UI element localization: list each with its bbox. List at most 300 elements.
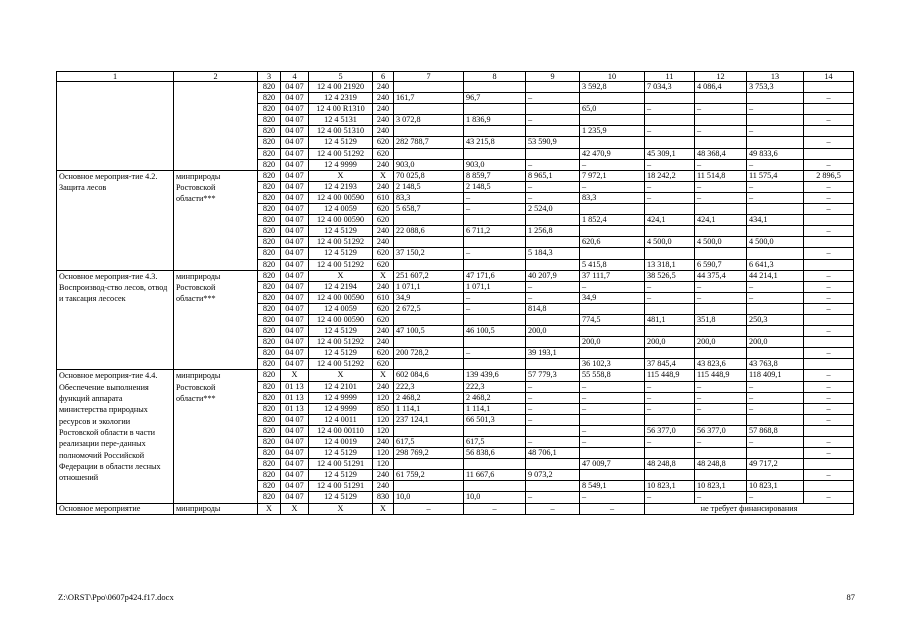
table-cell: – — [464, 192, 526, 203]
table-cell: 57 868,8 — [747, 425, 804, 436]
table-cell: 620 — [373, 204, 394, 215]
table-cell — [526, 314, 580, 325]
table-cell: 620 — [373, 248, 394, 259]
table-cell: 820 — [258, 148, 281, 159]
table-cell: – — [645, 437, 695, 448]
table-cell: 8 549,1 — [580, 481, 645, 492]
table-cell: – — [804, 403, 854, 414]
table-cell: 10 823,1 — [695, 481, 747, 492]
table-cell: – — [526, 181, 580, 192]
table-cell: 36 102,3 — [580, 359, 645, 370]
table-cell — [645, 248, 695, 259]
table-cell: – — [804, 370, 854, 381]
table-cell: – — [695, 126, 747, 137]
table-cell: 04 07 — [281, 192, 309, 203]
table-cell: – — [526, 503, 580, 514]
table-cell: 820 — [258, 459, 281, 470]
table-cell: 820 — [258, 248, 281, 259]
table-cell: 610 — [373, 192, 394, 203]
table-cell — [394, 314, 464, 325]
table-cell: 115 448,9 — [695, 370, 747, 381]
table-cell: 04 07 — [281, 348, 309, 359]
table-cell: 49 833,6 — [747, 148, 804, 159]
table-cell: 3 072,8 — [394, 115, 464, 126]
table-cell: 04 07 — [281, 270, 309, 281]
table-cell: 12 4 5129 — [309, 492, 373, 503]
column-number: 12 — [695, 72, 747, 82]
table-cell — [804, 259, 854, 270]
executor: минприроды Ростовской области*** — [174, 170, 258, 270]
table-cell: – — [645, 159, 695, 170]
table-cell — [580, 414, 645, 425]
table-cell — [695, 414, 747, 425]
table-cell: – — [526, 115, 580, 126]
table-cell: 12 4 9999 — [309, 403, 373, 414]
table-cell: 240 — [373, 181, 394, 192]
table-cell: 37 845,4 — [645, 359, 695, 370]
table-cell: – — [464, 204, 526, 215]
table-cell — [804, 425, 854, 436]
table-cell: – — [526, 281, 580, 292]
table-cell: – — [804, 270, 854, 281]
table-cell: 04 07 — [281, 314, 309, 325]
table-cell: 6 711,2 — [464, 226, 526, 237]
table-cell: X — [373, 270, 394, 281]
table-cell: 820 — [258, 237, 281, 248]
table-cell: – — [464, 292, 526, 303]
column-number: 13 — [747, 72, 804, 82]
table-cell — [526, 237, 580, 248]
table-cell: 12 4 00 00590 — [309, 192, 373, 203]
table-cell: 96,7 — [464, 93, 526, 104]
table-cell: – — [747, 403, 804, 414]
table-cell: 820 — [258, 337, 281, 348]
table-cell: 12 4 5129 — [309, 137, 373, 148]
table-cell: 04 07 — [281, 414, 309, 425]
table-cell: 830 — [373, 492, 394, 503]
activity-name: Основное мероприя-тие 4.2. Защита лесов — [57, 170, 174, 270]
table-cell — [464, 104, 526, 115]
table-cell: – — [804, 93, 854, 104]
table-cell: 222,3 — [464, 381, 526, 392]
table-cell: 10,0 — [464, 492, 526, 503]
table-cell — [645, 226, 695, 237]
table-cell: 820 — [258, 326, 281, 337]
table-cell: – — [747, 292, 804, 303]
table-cell: 48 368,4 — [695, 148, 747, 159]
table-cell: – — [804, 248, 854, 259]
table-cell — [526, 481, 580, 492]
table-cell — [580, 115, 645, 126]
table-cell — [464, 126, 526, 137]
table-cell — [747, 115, 804, 126]
table-cell — [804, 237, 854, 248]
table-cell: – — [645, 292, 695, 303]
table-cell: 40 207,9 — [526, 270, 580, 281]
table-cell: – — [580, 381, 645, 392]
table-cell: X — [373, 170, 394, 181]
table-cell: 1 114,1 — [464, 403, 526, 414]
table-cell: 222,3 — [394, 381, 464, 392]
table-cell — [526, 215, 580, 226]
table-cell: 820 — [258, 403, 281, 414]
table-cell: – — [526, 159, 580, 170]
table-cell — [526, 337, 580, 348]
table-cell: – — [804, 159, 854, 170]
table-cell: 2 896,5 — [804, 170, 854, 181]
table-cell: 12 4 00 51292 — [309, 259, 373, 270]
table-cell: 70 025,8 — [394, 170, 464, 181]
table-row — [57, 370, 854, 381]
table-cell — [526, 148, 580, 159]
table-cell: – — [804, 437, 854, 448]
table-cell: 820 — [258, 126, 281, 137]
table-cell: 5 658,7 — [394, 204, 464, 215]
table-cell: 12 4 5131 — [309, 115, 373, 126]
table-cell — [645, 348, 695, 359]
table-cell: 47 100,5 — [394, 326, 464, 337]
table-cell: – — [526, 403, 580, 414]
table-cell: 04 07 — [281, 459, 309, 470]
table-cell: 12 4 2194 — [309, 281, 373, 292]
table-cell — [580, 470, 645, 481]
activity-name: Основное мероприя-тие 4.4. Обеспечение выполнения функций аппарата министерства природных ресурсов и экологии Ростовской области в части реализации пере-данных полномочий Российской Федерации в области лесных отношений — [57, 370, 174, 503]
table-cell — [645, 326, 695, 337]
table-cell: 12 4 2193 — [309, 181, 373, 192]
table-cell: 12 4 5129 — [309, 470, 373, 481]
table-cell: X — [309, 270, 373, 281]
table-cell: 44 214,1 — [747, 270, 804, 281]
table-cell — [804, 215, 854, 226]
table-cell: 12 4 0059 — [309, 303, 373, 314]
table-cell: 04 07 — [281, 82, 309, 93]
table-cell: 12 4 00 51310 — [309, 126, 373, 137]
table-cell: 39 193,1 — [526, 348, 580, 359]
table-cell — [645, 137, 695, 148]
table-cell: 6 641,3 — [747, 259, 804, 270]
table-cell: 820 — [258, 259, 281, 270]
table-cell: 48 248,8 — [695, 459, 747, 470]
table-cell: – — [645, 181, 695, 192]
table-cell — [695, 137, 747, 148]
table-cell: 820 — [258, 292, 281, 303]
table-cell: X — [373, 370, 394, 381]
table-cell: 820 — [258, 104, 281, 115]
table-cell: – — [804, 326, 854, 337]
table-cell: 83,3 — [394, 192, 464, 203]
table-cell: 04 07 — [281, 115, 309, 126]
table-cell: 620 — [373, 148, 394, 159]
table-cell: 12 4 9999 — [309, 159, 373, 170]
table-cell: 55 558,8 — [580, 370, 645, 381]
table-cell: – — [464, 248, 526, 259]
table-cell: 434,1 — [747, 215, 804, 226]
table-cell: 820 — [258, 392, 281, 403]
table-cell: – — [526, 292, 580, 303]
table-cell: – — [580, 425, 645, 436]
table-cell — [580, 303, 645, 314]
table-cell: 04 07 — [281, 337, 309, 348]
table-cell: 56 377,0 — [695, 425, 747, 436]
table-cell — [747, 137, 804, 148]
table-cell: – — [804, 414, 854, 425]
table-cell: 814,8 — [526, 303, 580, 314]
table-cell: – — [580, 503, 645, 514]
table-cell: – — [580, 281, 645, 292]
table-cell: – — [580, 181, 645, 192]
table-cell: – — [645, 381, 695, 392]
table-cell — [580, 448, 645, 459]
table-cell: – — [695, 104, 747, 115]
column-number: 2 — [174, 72, 258, 82]
table-cell: 2 148,5 — [464, 181, 526, 192]
table-cell: 2 672,5 — [394, 303, 464, 314]
table-cell: 2 524,0 — [526, 204, 580, 215]
table-cell — [695, 93, 747, 104]
table-cell: 12 4 5129 — [309, 248, 373, 259]
table-cell: 250,3 — [747, 314, 804, 325]
table-cell: 1 235,9 — [580, 126, 645, 137]
activity-name: Основное мероприя-тие 4.3. Воспроизвод-ство лесов, отвод и таксация лесосек — [57, 270, 174, 370]
table-cell: – — [804, 204, 854, 215]
table-cell: 820 — [258, 137, 281, 148]
table-cell: 61 759,2 — [394, 470, 464, 481]
table-cell: – — [804, 470, 854, 481]
table-cell: – — [695, 281, 747, 292]
table-cell — [580, 137, 645, 148]
table-cell: 424,1 — [695, 215, 747, 226]
table-cell — [747, 326, 804, 337]
table-cell: 53 590,9 — [526, 137, 580, 148]
table-cell — [804, 359, 854, 370]
table-cell: 12 4 00 00110 — [309, 425, 373, 436]
table-cell: 120 — [373, 459, 394, 470]
table-cell: 820 — [258, 281, 281, 292]
table-cell: 620 — [373, 259, 394, 270]
table-cell: 1 836,9 — [464, 115, 526, 126]
table-cell: 04 07 — [281, 281, 309, 292]
table-cell: 04 07 — [281, 148, 309, 159]
table-cell — [695, 448, 747, 459]
table-cell: 49 717,2 — [747, 459, 804, 470]
table-cell — [394, 82, 464, 93]
table-cell: 200 728,2 — [394, 348, 464, 359]
table-cell: 12 4 5129 — [309, 448, 373, 459]
table-cell: – — [464, 303, 526, 314]
table-cell: 610 — [373, 292, 394, 303]
table-cell: 820 — [258, 303, 281, 314]
table-cell: X — [373, 503, 394, 514]
table-cell — [394, 481, 464, 492]
table-cell: 820 — [258, 215, 281, 226]
table-cell: 10,0 — [394, 492, 464, 503]
table-cell: 04 07 — [281, 470, 309, 481]
column-number: 5 — [309, 72, 373, 82]
table-cell: – — [804, 115, 854, 126]
table-cell — [464, 259, 526, 270]
table-cell: – — [804, 492, 854, 503]
table-cell: 04 07 — [281, 137, 309, 148]
table-cell: – — [804, 303, 854, 314]
table-cell: 4 500,0 — [695, 237, 747, 248]
column-number: 11 — [645, 72, 695, 82]
column-number: 8 — [464, 72, 526, 82]
table-cell: – — [580, 492, 645, 503]
table-cell — [526, 104, 580, 115]
table-cell: 56 377,0 — [645, 425, 695, 436]
table-cell: 44 375,4 — [695, 270, 747, 281]
column-number: 1 — [57, 72, 174, 82]
activity-name — [57, 82, 174, 171]
table-cell — [747, 93, 804, 104]
table-cell: 820 — [258, 93, 281, 104]
table-cell: 620 — [373, 303, 394, 314]
table-cell: 5 415,8 — [580, 259, 645, 270]
table-cell: 200,0 — [695, 337, 747, 348]
page-number: 87 — [846, 592, 855, 602]
table-cell: 04 07 — [281, 448, 309, 459]
table-cell: – — [695, 403, 747, 414]
activity-name: Основное мероприятие — [57, 503, 174, 514]
table-cell: 161,7 — [394, 93, 464, 104]
table-cell: 820 — [258, 470, 281, 481]
table-row — [57, 503, 854, 514]
table-cell: X — [258, 503, 281, 514]
table-cell: 46 100,5 — [464, 326, 526, 337]
table-cell: – — [695, 381, 747, 392]
table-cell: 820 — [258, 448, 281, 459]
table-cell: 240 — [373, 93, 394, 104]
table-cell: 115 448,9 — [645, 370, 695, 381]
table-cell: 04 07 — [281, 437, 309, 448]
table-cell: – — [804, 292, 854, 303]
table-cell: – — [804, 281, 854, 292]
table-cell: 04 07 — [281, 93, 309, 104]
table-cell — [747, 414, 804, 425]
table-cell: 3 592,8 — [580, 82, 645, 93]
table-cell: 200,0 — [580, 337, 645, 348]
table-cell: 240 — [373, 337, 394, 348]
table-cell: – — [695, 192, 747, 203]
table-cell: – — [580, 392, 645, 403]
table-cell: 04 07 — [281, 159, 309, 170]
table-cell: – — [804, 348, 854, 359]
table-cell — [580, 326, 645, 337]
table-cell: 04 07 — [281, 259, 309, 270]
table-cell — [394, 359, 464, 370]
table-cell: 12 4 0059 — [309, 204, 373, 215]
executor: минприроды Ростовской области*** — [174, 270, 258, 370]
table-cell: 120 — [373, 425, 394, 436]
table-cell: 12 4 00 00590 — [309, 314, 373, 325]
table-cell: 04 07 — [281, 104, 309, 115]
table-cell — [394, 215, 464, 226]
table-cell: 65,0 — [580, 104, 645, 115]
table-cell: 34,9 — [580, 292, 645, 303]
table-cell — [695, 115, 747, 126]
table-cell — [804, 459, 854, 470]
table-cell — [464, 148, 526, 159]
table-cell: 820 — [258, 226, 281, 237]
table-cell: 37 150,2 — [394, 248, 464, 259]
table-cell: 240 — [373, 470, 394, 481]
table-cell: 43 823,6 — [695, 359, 747, 370]
table-cell: 1 256,8 — [526, 226, 580, 237]
table-cell: – — [695, 492, 747, 503]
table-cell — [580, 348, 645, 359]
table-cell — [464, 459, 526, 470]
table-row — [57, 270, 854, 281]
table-cell: 820 — [258, 314, 281, 325]
table-cell — [747, 448, 804, 459]
table-cell: 240 — [373, 126, 394, 137]
column-number: 6 — [373, 72, 394, 82]
table-cell: – — [804, 448, 854, 459]
table-cell: – — [747, 437, 804, 448]
table-cell — [747, 348, 804, 359]
table-cell: 12 4 00 R1310 — [309, 104, 373, 115]
table-cell: 04 07 — [281, 292, 309, 303]
table-cell — [804, 104, 854, 115]
table-cell — [645, 303, 695, 314]
table-cell: 620 — [373, 137, 394, 148]
table-cell — [695, 326, 747, 337]
table-cell: 620 — [373, 215, 394, 226]
table-cell: 251 607,2 — [394, 270, 464, 281]
table-cell — [747, 303, 804, 314]
table-cell: 7 972,1 — [580, 170, 645, 181]
column-number: 10 — [580, 72, 645, 82]
table-cell: 1 071,1 — [464, 281, 526, 292]
table-cell: 820 — [258, 170, 281, 181]
table-cell: 34,9 — [394, 292, 464, 303]
table-cell — [394, 148, 464, 159]
table-cell: 820 — [258, 370, 281, 381]
table-cell: – — [695, 437, 747, 448]
table-cell: 01 13 — [281, 392, 309, 403]
table-cell: 620 — [373, 348, 394, 359]
table-cell: 12 4 00 51291 — [309, 459, 373, 470]
table-cell: 617,5 — [464, 437, 526, 448]
table-cell: 01 13 — [281, 381, 309, 392]
table-cell: – — [804, 181, 854, 192]
table-cell: 7 034,3 — [645, 82, 695, 93]
table-cell: 3 753,3 — [747, 82, 804, 93]
table-cell: 620 — [373, 359, 394, 370]
table-cell: 481,1 — [645, 314, 695, 325]
table-cell: 240 — [373, 281, 394, 292]
table-cell: – — [645, 403, 695, 414]
table-cell: 820 — [258, 115, 281, 126]
table-cell: – — [695, 392, 747, 403]
table-cell — [464, 82, 526, 93]
table-cell — [526, 459, 580, 470]
table-cell: 10 823,1 — [645, 481, 695, 492]
table-cell — [464, 314, 526, 325]
table-cell: 12 4 2101 — [309, 381, 373, 392]
table-cell: 6 590,7 — [695, 259, 747, 270]
table-cell: 240 — [373, 437, 394, 448]
table-cell: – — [747, 126, 804, 137]
table-cell: 4 086,4 — [695, 82, 747, 93]
table-cell: 200,0 — [645, 337, 695, 348]
table-cell: X — [281, 503, 309, 514]
table-cell — [645, 448, 695, 459]
table-cell: – — [526, 414, 580, 425]
table-cell: – — [645, 281, 695, 292]
table-cell — [804, 481, 854, 492]
table-cell: – — [747, 381, 804, 392]
